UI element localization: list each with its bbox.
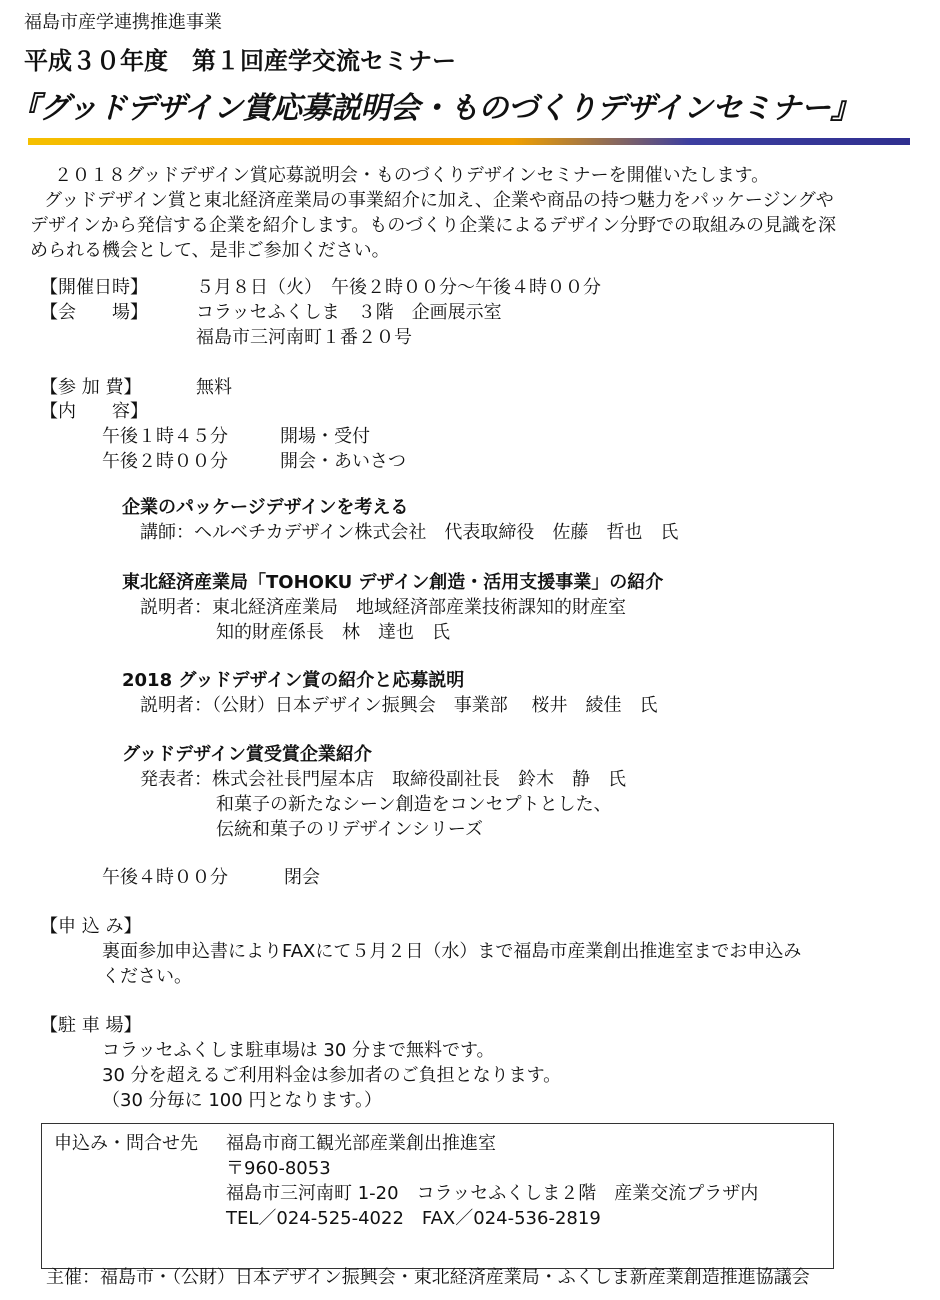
application-line: 裏面参加申込書によりFAXにて５月２日（水）まで福島市産業創出推進室までお申込み xyxy=(102,941,802,962)
intro-line-3: デザインから発信する企業を紹介します。ものづくり企業によるデザイン分野での取組みの見識を深 xyxy=(30,215,837,236)
title-underline-bar xyxy=(28,138,910,145)
parking-line: コラッセふくしま駐車場は 30 分まで無料です。 xyxy=(102,1040,495,1061)
schedule-end-time: 午後４時００分 xyxy=(102,867,228,888)
session-title: グッドデザイン賞受賞企業紹介 xyxy=(122,744,372,765)
application-label: 【申 込 み】 xyxy=(40,916,142,937)
schedule-end-event: 閉会 xyxy=(284,867,320,888)
intro-line-4: められる機会として、是非ご参加ください。 xyxy=(30,240,390,261)
organizer-program: 福島市産学連携推進事業 xyxy=(24,12,222,33)
application-line: ください。 xyxy=(102,966,192,987)
contact-line: TEL／024-525-4022 FAX／024-536-2819 xyxy=(226,1208,601,1229)
fee-value: 無料 xyxy=(196,377,232,398)
session-title: 東北経済産業局「TOHOKU デザイン創造・活用支援事業」の紹介 xyxy=(122,572,664,593)
contact-line: 福島市三河南町 1-20 コラッセふくしま２階 産業交流プラザ内 xyxy=(226,1183,759,1204)
date-label: 【開催日時】 xyxy=(40,277,148,298)
session-detail-line: 知的財産係長 林 達也 氏 xyxy=(216,622,450,643)
session-detail-line: 和菓子の新たなシーン創造をコンセプトとした、 xyxy=(216,794,612,815)
schedule-open-time: 午後１時４５分 xyxy=(102,426,228,447)
parking-label: 【駐 車 場】 xyxy=(40,1015,142,1036)
parking-line: 30 分を超えるご利用料金は参加者のご負担となります。 xyxy=(102,1065,562,1086)
contact-line: 〒960-8053 xyxy=(226,1158,331,1179)
venue-address: 福島市三河南町１番２０号 xyxy=(196,327,412,348)
session-title: 2018 グッドデザイン賞の紹介と応募説明 xyxy=(122,670,465,691)
session-detail-line: 説明者：東北経済産業局 地域経済部産業技術課知的財産室 xyxy=(140,597,626,618)
parking-line: （30 分毎に 100 円となります。） xyxy=(102,1090,382,1111)
session-detail-line: 発表者：株式会社長門屋本店 取締役副社長 鈴木 静 氏 xyxy=(140,769,626,790)
intro-line-2: グッドデザイン賞と東北経済産業局の事業紹介に加え、企業や商品の持つ魅力をパッケージングや xyxy=(44,190,834,211)
contact-label: 申込み・問合せ先 xyxy=(54,1133,198,1154)
session-detail-line: 講師：ヘルベチカデザイン株式会社 代表取締役 佐藤 哲也 氏 xyxy=(140,522,679,543)
session-detail-line: 説明者：（公財）日本デザイン振興会 事業部 桜井 綾佳 氏 xyxy=(140,695,658,716)
schedule-start-event: 開会・あいさつ xyxy=(280,451,406,472)
venue-value: コラッセふくしま ３階 企画展示室 xyxy=(196,302,502,323)
intro-line-1: ２０１８グッドデザイン賞応募説明会・ものづくりデザインセミナーを開催いたします。 xyxy=(54,165,770,186)
footer-organizers: 主催：福島市・（公財）日本デザイン振興会・東北経済産業局・ふくしま新産業創造推進協議会 xyxy=(46,1267,810,1288)
content-label: 【内 容】 xyxy=(40,401,148,422)
schedule-open-event: 開場・受付 xyxy=(280,426,370,447)
fee-label: 【参 加 費】 xyxy=(40,377,142,398)
date-value: ５月８日（火） 午後２時００分～午後４時００分 xyxy=(196,277,601,298)
page-title: 『グッドデザイン賞応募説明会・ものづくりデザインセミナー』 xyxy=(10,91,860,126)
seminar-subtitle: 平成３０年度 第１回産学交流セミナー xyxy=(24,47,456,75)
session-detail-line: 伝統和菓子のリデザインシリーズ xyxy=(216,819,484,840)
venue-label: 【会 場】 xyxy=(40,302,148,323)
schedule-start-time: 午後２時００分 xyxy=(102,451,228,472)
session-title: 企業のパッケージデザインを考える xyxy=(122,497,409,518)
contact-line: 福島市商工観光部産業創出推進室 xyxy=(226,1133,496,1154)
